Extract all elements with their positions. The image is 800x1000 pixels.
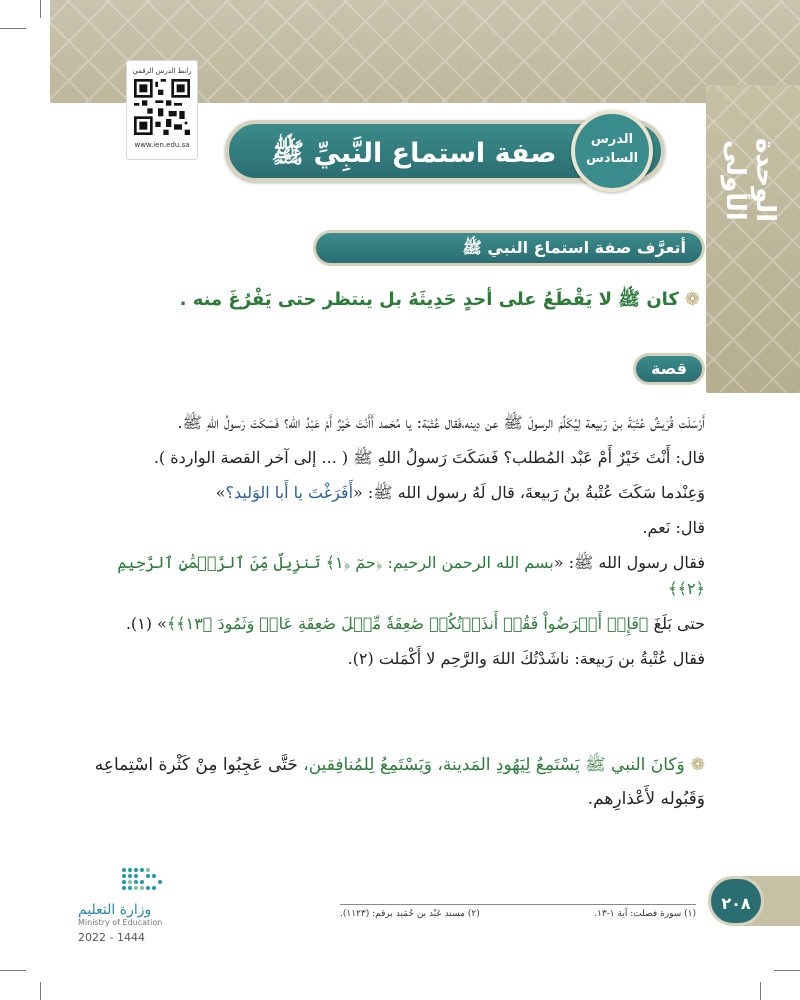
highlighted-quote: أَفَرَغْتَ يا أَبا الوَليد؟ bbox=[225, 483, 354, 502]
story-text: حتى بَلَغَ bbox=[648, 614, 705, 633]
closing-text: حَتَّى عَجِبُوا مِنْ كَثْرة اسْتِماعِه وَقَبُوله لأَعْذارِهم. bbox=[94, 755, 705, 809]
story-paragraph bbox=[90, 550, 705, 602]
story-text: وَعِنْدما سَكَتَ عُتْبةُ بنُ رَبيعةَ، قال لَهُ رسول الله ﷺ: « bbox=[353, 483, 705, 502]
crop-mark bbox=[0, 28, 26, 29]
lesson-badge-line1: الدرس bbox=[590, 132, 634, 147]
quran-verse: بسم الله الرحمن الرحيم: ﴿حمٓ ﴿١﴾ تَنزِيلٌ مِّنَ ٱلرَّحۡمَٰنِ ٱلرَّحِيمِ ﴿٢﴾﴾ bbox=[117, 553, 705, 598]
crop-mark bbox=[40, 982, 41, 1000]
story-paragraph: قال: نَعم. bbox=[642, 518, 705, 537]
lesson-title: صفة استماع النَّبِيِّ ﷺ bbox=[271, 138, 557, 169]
story-text: » bbox=[215, 483, 226, 502]
qr-caption: رابط الدرس الرقمي bbox=[132, 67, 192, 75]
story-paragraph: قال: أَنْتَ خَيْرٌ أَمْ عَبْد المُطلب؟ فَسَكَتَ رَسولُ اللهِ ﷺ ( ... إلى آخر القصة الواردة ). bbox=[153, 448, 705, 467]
qr-url[interactable]: www.ien.edu.sa bbox=[134, 141, 190, 149]
lesson-number-badge bbox=[571, 110, 653, 192]
footnote: (١) سورة فصلت: آية ١-١٣. bbox=[594, 909, 696, 919]
flower-icon: ❁ bbox=[690, 755, 705, 775]
crop-mark bbox=[774, 970, 800, 971]
ministry-name-ar: وزارة التعليم bbox=[78, 902, 152, 918]
qr-code-icon[interactable] bbox=[134, 79, 190, 135]
lead-text: كان ﷺ لا يَقْطَعُ على أحدٍ حَدِيثَهُ بل ينتظر حتى يَفْرُغَ منه . bbox=[179, 289, 679, 310]
ministry-name-en: Ministry of Education bbox=[78, 918, 163, 927]
story-paragraph: أَرْسَلَت قُرَيشٌ عُتْبَةَ بنَ رَبيعة لِيُكَلِّمَ الرسولَ ﷺ عن دِينه،فَقال عُتْبَة: يا مُحَمد أَأَنْتَ خَيْرٌ أَمْ عَبْدُ الله؟ فَسَكَتَ رَسولُ اللهِ ﷺ. bbox=[177, 413, 705, 432]
section-heading: أتعرَّف صفة استماع النبي ﷺ bbox=[313, 230, 705, 266]
section-lead bbox=[100, 285, 700, 315]
story-body bbox=[90, 410, 705, 681]
story-text: » (١). bbox=[125, 614, 167, 633]
lesson-badge-line2: السادس bbox=[585, 151, 639, 166]
footnote: (٢) مسند عَبْد بن حُمَيد برقم: (١١٢٣). bbox=[340, 909, 480, 919]
story-paragraph bbox=[90, 480, 705, 506]
flower-icon: ❁ bbox=[684, 289, 700, 310]
qr-card[interactable] bbox=[126, 60, 198, 160]
unit-label: الوحدة الأولى bbox=[720, 137, 780, 223]
crop-mark bbox=[760, 982, 761, 1000]
closing-paragraph bbox=[90, 748, 705, 816]
footnotes bbox=[340, 904, 696, 919]
story-text: فقال رسول الله ﷺ: « bbox=[553, 553, 705, 572]
ministry-logo-icon bbox=[78, 866, 168, 894]
crop-mark bbox=[40, 0, 41, 18]
story-paragraph: فقال عُتْبةُ بن رَبيعة: ناشَدْتُكَ اللهَ والرَّحِم لا أَكْمَلت (٢). bbox=[347, 649, 705, 668]
ministry-year: 2022 - 1444 bbox=[78, 931, 145, 944]
story-paragraph bbox=[90, 611, 705, 637]
crop-mark bbox=[0, 970, 26, 971]
page-number: ٢٠٨ bbox=[708, 876, 764, 926]
ministry-logo bbox=[78, 866, 178, 944]
closing-highlight: وَكانَ النبي ﷺ يَسْتَمِعُ لِيَهُودِ المَدينة، وَيَسْتَمِعُ لِلمُنافِقين، bbox=[303, 755, 685, 775]
quran-verse: ﴿فَإِنۡ أَعۡرَضُواْ فَقُلۡ أَنذَرۡتُكُمۡ صَٰعِقَةٗ مِّثۡلَ صَٰعِقَةِ عَادٖ وَثَمُودَ ﴿١٣﴾﴾ bbox=[166, 614, 649, 633]
story-heading: قصة bbox=[633, 353, 705, 385]
lesson-title-bar bbox=[225, 120, 665, 182]
